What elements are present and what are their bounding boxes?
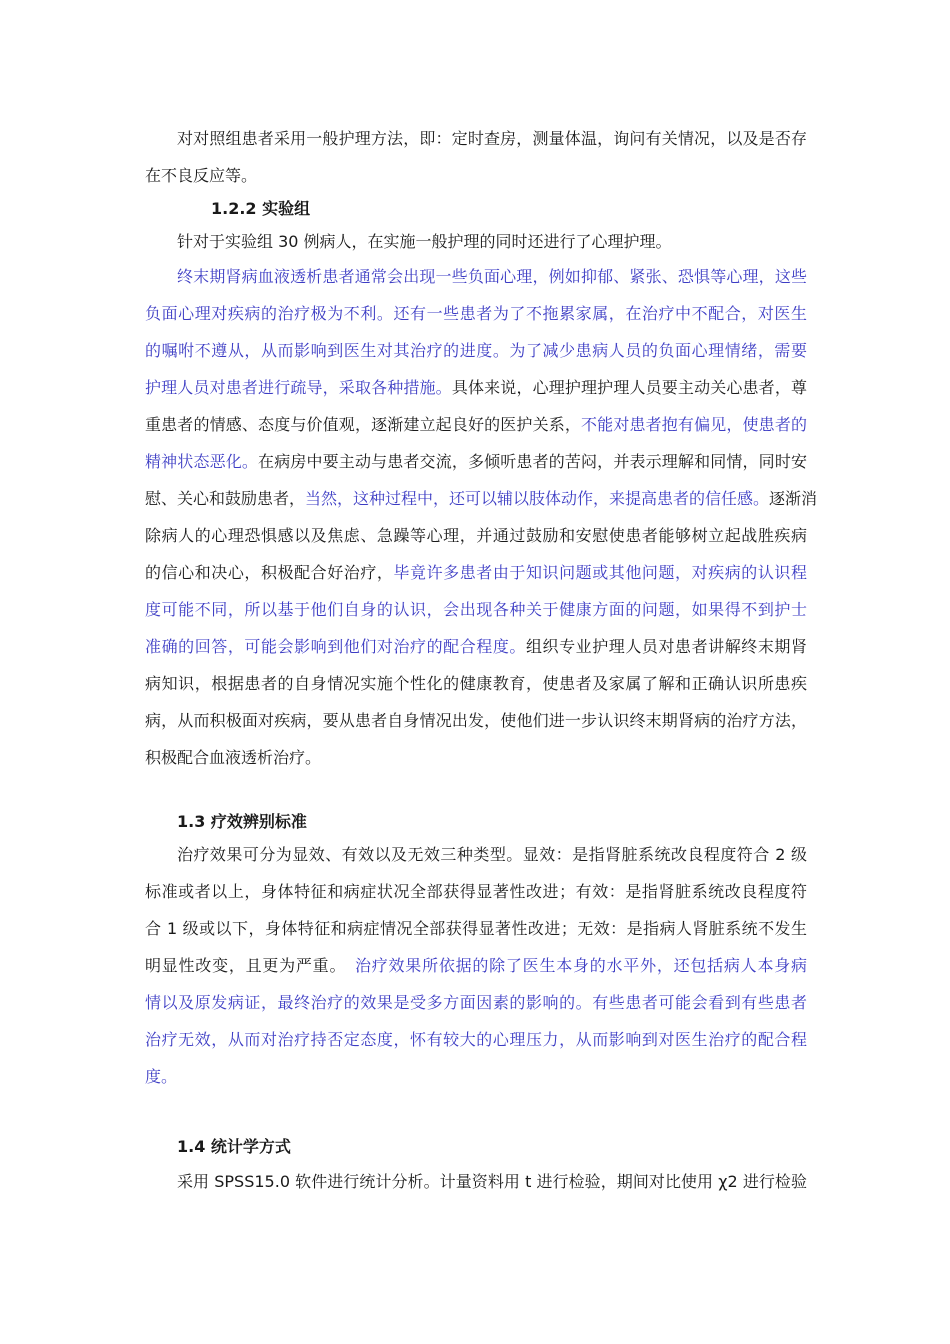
text-line [145,517,807,554]
paragraph-efficacy-criteria [145,836,807,1095]
text-segment: 组织专业护理人员对患者讲解终末期肾 [525,637,807,656]
highlighted-text: 治疗无效，从而对治疗持否定态度，怀有较大的心理压力，从而影响到对医生治疗的配合程 [145,1030,807,1049]
text-line [145,480,818,517]
highlighted-text: 当然，这种过程中，还可以辅以肢体动作，来提高患者的信任感。 [305,489,770,508]
text-segment: 的信心和决心，积极配合好治疗， [145,563,394,582]
text-line [145,665,807,702]
text-segment: 病知识，根据患者的自身情况实施个性化的健康教育，使患者及家属了解和正确认识所患疾 [145,674,807,693]
text-line [145,369,807,406]
text-line [145,591,807,628]
text-line [145,554,807,591]
paragraph-experiment-intro [145,223,807,260]
text-segment: 标准或者以上，身体特征和病症状况全部获得显著性改进；有效：是指肾脏系统改良程度符 [145,882,807,901]
section-heading-1-4 [145,1128,839,1165]
highlighted-text: 终末期肾病血液透析患者通常会出现一些负面心理，例如抑郁、紧张、恐惧等心理，这些 [177,267,807,286]
text-line [145,739,807,776]
text-line [145,702,807,739]
text-segment: 在病房中要主动与患者交流，多倾听患者的苦闷，并表示理解和同情，同时安 [258,452,807,471]
text-segment: 积极配合血液透析治疗。 [145,748,322,767]
text-segment: 慰、关心和鼓励患者， [145,489,306,508]
highlighted-text: 的嘱咐不遵从，从而影响到医生对其治疗的进度。为了减少患病人员的负面心理情绪，需要 [145,341,807,360]
highlighted-text: 负面心理对疾病的治疗极为不利。还有一些患者为了不拖累家属，在治疗中不配合，对医生 [145,304,807,323]
heading-text: 1.2.2 实验组 [211,199,311,218]
heading-text: 1.4 统计学方式 [177,1137,291,1156]
text-line [145,984,807,1021]
text-line [145,258,807,295]
text-segment: 合 1 级或以下，身体特征和病症情况全部获得显著性改进；无效：是指病人肾脏系统不发生 [145,919,807,938]
section-heading-1-2-2 [145,190,873,227]
highlighted-text: 度。 [145,1067,178,1086]
highlighted-text: 度可能不同，所以基于他们自身的认识，会出现各种关于健康方面的问题，如果得不到护士 [145,600,807,619]
text-line [145,836,807,873]
section-heading-1-3 [145,803,839,840]
text-segment: 重患者的情感、态度与价值观，逐渐建立起良好的医护关系， [145,415,582,434]
highlighted-text: 毕竟许多患者由于知识问题或其他问题，对疾病的认识程 [393,563,807,582]
heading-text: 1.3 疗效辨别标准 [177,812,307,831]
highlighted-text: 精神状态恶化。 [145,452,259,471]
text-line [145,628,807,665]
text-segment: 逐渐消 [769,489,818,508]
text-segment: 明显性改变，且更为严重。 [145,956,355,975]
text-segment: 具体来说，心理护理护理人员要主动关心患者，尊 [451,378,807,397]
text-line [145,1058,807,1095]
highlighted-text: 情以及原发病证，最终治疗的效果是受多方面因素的影响的。有些患者可能会看到有些患者 [145,993,807,1012]
text-line [145,295,807,332]
text-segment: 除病人的心理恐惧感以及焦虑、急躁等心理，并通过鼓励和安慰使患者能够树立起战胜疾病 [145,526,807,545]
paragraph-psychological-care [145,258,818,776]
text-line [145,873,807,910]
text-line: 在不良反应等。 [145,166,258,185]
highlighted-text: 护理人员对患者进行疏导，采取各种措施。 [145,378,452,397]
paragraph-statistics [145,1163,807,1200]
text-line: 采用 SPSS15.0 软件进行统计分析。计量资料用 t 进行检验，期间对比使用 χ2 进行检验 [177,1172,807,1191]
text-segment: 治疗效果可分为显效、有效以及无效三种类型。显效：是指肾脏系统改良程度符合 2 级 [177,845,807,864]
paragraph-control-group [145,120,807,194]
text-line: 针对于实验组 30 例病人，在实施一般护理的同时还进行了心理护理。 [177,232,672,251]
text-segment: 病，从而积极面对疾病，要从患者自身情况出发，使他们进一步认识终末期肾病的治疗方法， [145,711,807,730]
text-line [145,332,807,369]
highlighted-text: 不能对患者抱有偏见，使患者的 [581,415,807,434]
text-line [145,443,807,480]
text-line: 对对照组患者采用一般护理方法，即：定时查房，测量体温，询问有关情况，以及是否存 [177,129,807,148]
highlighted-text: 准确的回答，可能会影响到他们对治疗的配合程度。 [145,637,526,656]
highlighted-text: 治疗效果所依据的除了医生本身的水平外，还包括病人本身病 [355,956,807,975]
text-line [145,406,807,443]
text-line [145,947,807,984]
text-line [145,910,807,947]
text-line [145,1021,807,1058]
